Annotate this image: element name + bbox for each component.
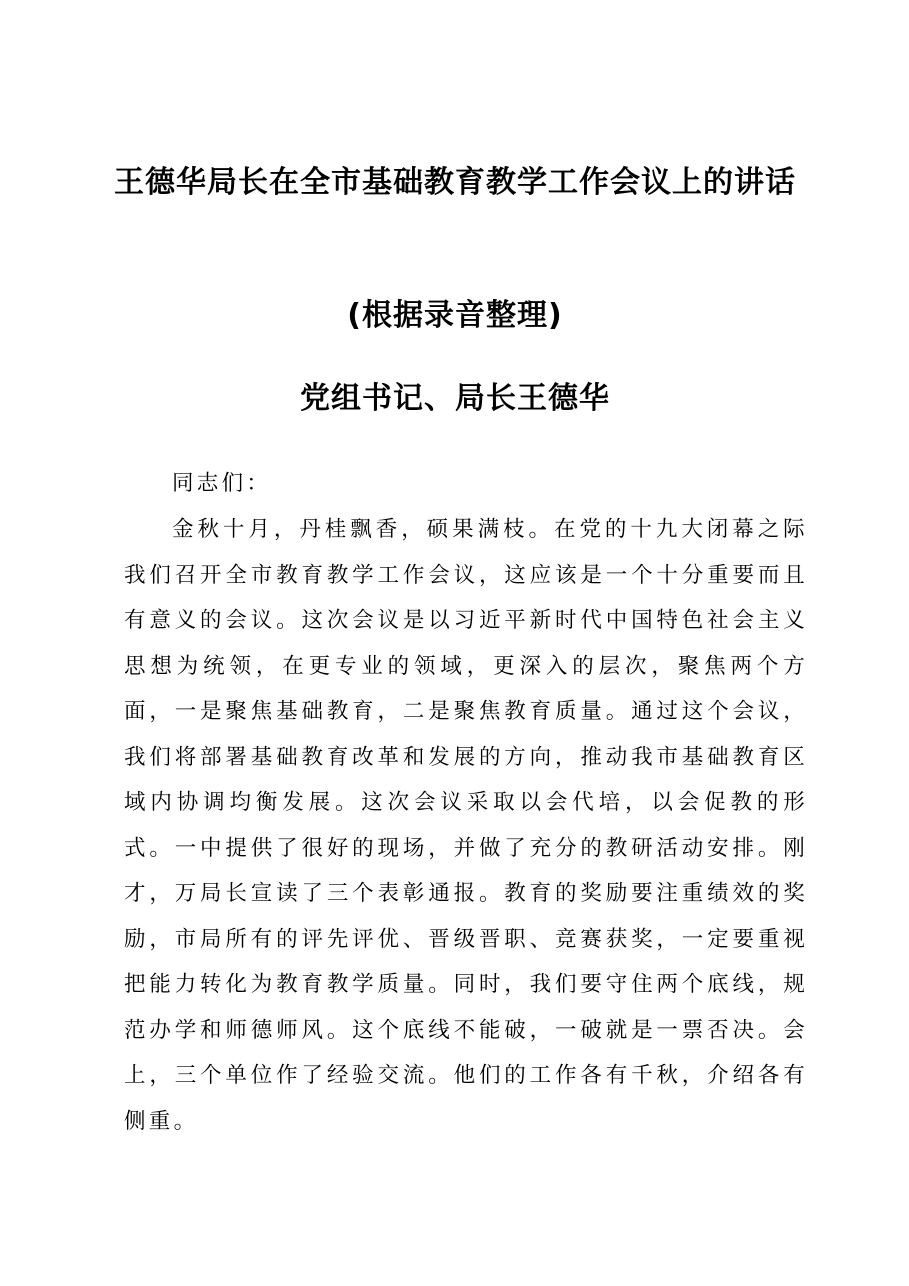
document-subtitle: (根据录音整理)	[347, 298, 563, 333]
salutation: 同志们：	[172, 471, 272, 496]
author-line: 党组书记、局长王德华	[300, 381, 610, 416]
body-paragraph: 金秋十月，丹桂飘香，硕果满枝。在党的十九大闭幕之际我们召开全市教育教学工作会议，这应该是一个十分重要而且有意义的会议。这次会议是以习近平新时代中国特色社会主义思想为统领，在更专业的领域，更深入的层次，聚焦两个方面，一是聚焦基础教育，二是聚焦教育质量。通过这个会议，我们将部署基础教育改革和发展的方向，推动我市基础教育区域内协调均衡发展。这次会议采取以会代培，以会促教的形式。一中提供了很好的现场，并做了充分的教研活动安排。刚才，万局长宣读了三个表彰通报。教育的奖励要注重绩效的奖励，市局所有的评先评优、晋级晋职、竞赛获奖，一定要重视把能力转化为教育教学质量。同时，我们要守住两个底线，规范办学和师德师风。这个底线不能破，一破就是一票否决。会上，三个单位作了经验交流。他们的工作各有千秋，介绍各有侧重。	[124, 517, 808, 1134]
document-title: 王德华局长在全市基础教育教学工作会议上的讲话	[114, 165, 796, 200]
